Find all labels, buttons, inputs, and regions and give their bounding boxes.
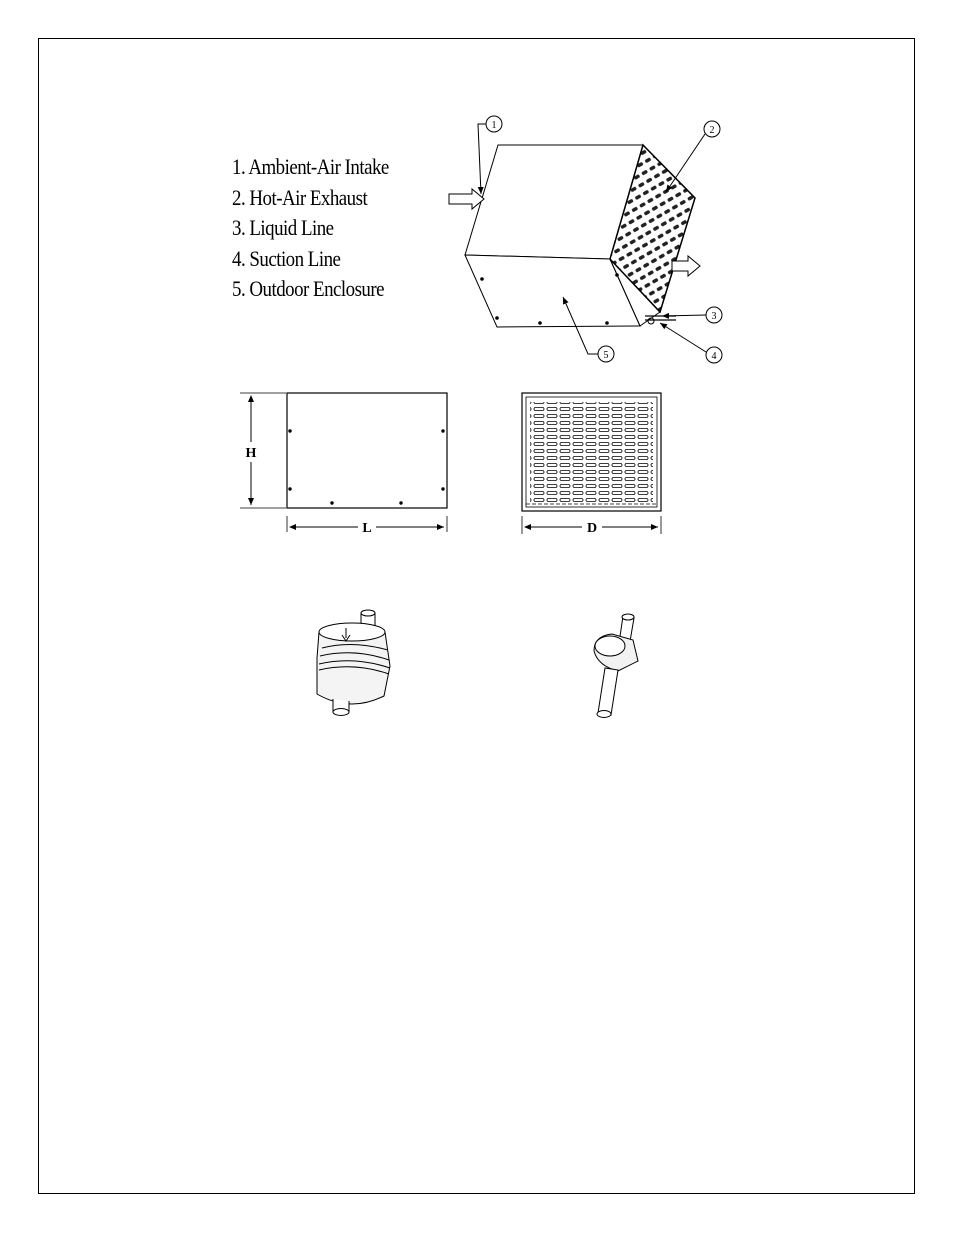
filter-drier-illustration — [317, 610, 390, 716]
callout-3-label: 3 — [711, 311, 717, 322]
height-label: H — [245, 446, 257, 461]
enclosure-front-face — [465, 255, 640, 327]
intake-arrow — [449, 189, 484, 209]
grille-view — [522, 393, 661, 511]
depth-label: D — [586, 521, 598, 536]
legend-item-suction-line: 4. Suction Line — [232, 245, 341, 271]
side-view — [287, 393, 447, 508]
dimension-length — [287, 516, 447, 536]
callout-4-label: 4 — [711, 351, 717, 362]
legend-item-hot-air-exhaust: 2. Hot-Air Exhaust — [232, 184, 368, 210]
legend-item-outdoor-enclosure: 5. Outdoor Enclosure — [232, 276, 385, 301]
legend-item-liquid-line: 3. Liquid Line — [232, 215, 334, 240]
dimension-height — [240, 393, 286, 508]
length-label: L — [362, 521, 372, 536]
callout-1-label: 1 — [491, 120, 497, 131]
enclosure-isometric — [465, 145, 695, 327]
legend-item-ambient-air-intake: 1. Ambient-Air Intake — [232, 154, 389, 179]
access-valve-illustration — [594, 614, 638, 718]
callout-4 — [660, 323, 722, 363]
callout-5-label: 5 — [603, 350, 609, 361]
callout-2-label: 2 — [709, 125, 715, 136]
dimension-depth — [522, 516, 661, 536]
